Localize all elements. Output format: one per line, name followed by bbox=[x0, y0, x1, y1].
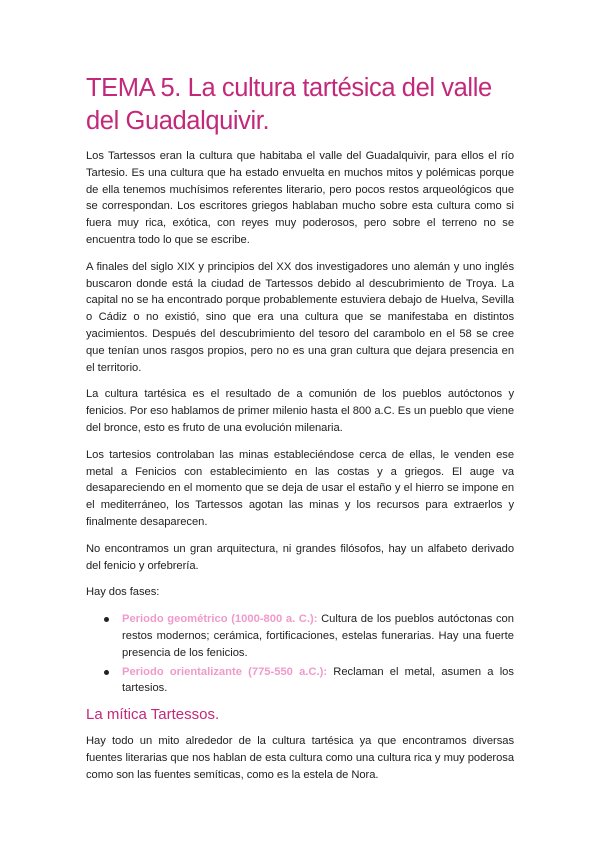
paragraph-5: No encontramos un gran arquitectura, ni grandes filósofos, hay un alfabeto derivado del fenicio y orfebrería. bbox=[86, 542, 514, 572]
paragraph-closing: Hay todo un mito alrededor de la cultura tartésica ya que encontramos diversas fuentes literarias que nos hablan de esta cultura como una cultura rica y muy poderosa como son las fuentes semíticas, como es la estela de Nora. bbox=[86, 735, 514, 781]
phases-list bbox=[86, 611, 514, 697]
paragraph-2: A finales del siglo XIX y principios del XX dos investigadores uno alemán y uno inglés buscaron donde está la ciudad de Tartessos debido al descubrimiento de Troya. La capital no se ha encontrado porque probablemente estuviera debajo de Huelva, Sevilla o Cádiz o no existió, sino que era una cultura que se manifestaba en distintos yacimientos. Después del descubrimiento del tesoro del carambolo en el 58 se cree que tenían unos rasgos propios, pero no es una gran cultura que dejara presencia en el territorio. bbox=[86, 260, 514, 374]
phase-description: Cultura de los pueblos autóctonas con restos modernos; cerámica, fortificaciones, estelas funerarias. Hay una fuerte presencia de los fenicios. bbox=[122, 613, 515, 659]
list-item bbox=[86, 611, 514, 661]
document-page bbox=[86, 72, 514, 794]
bullet-icon bbox=[104, 617, 109, 622]
phase-term: Periodo orientalizante (775-550 a.C.): bbox=[122, 665, 328, 678]
section-subtitle: La mítica Tartessos. bbox=[86, 706, 220, 724]
phase-description: Reclaman el metal, asumen a los tartesios. bbox=[122, 665, 515, 695]
list-item bbox=[86, 664, 514, 698]
paragraph-6: Hay dos fases: bbox=[86, 586, 160, 599]
phase-term: Periodo geométrico (1000-800 a. C.): bbox=[122, 613, 318, 626]
page-title: TEMA 5. La cultura tartésica del valle del Guadalquivir. bbox=[86, 74, 492, 135]
paragraph-4: Los tartesios controlaban las minas estableciéndose cerca de ellas, le venden ese metal a Fenicios con establecimiento en las costas y a griegos. El auge va desapareciendo en el momento que se deja de usar el estaño y el hierro se impone en el mediterráneo, los Tartessos agotan las minas y los recursos para extraerlos y finalmente desaparecen. bbox=[86, 448, 514, 528]
paragraph-1: Los Tartessos eran la cultura que habitaba el valle del Guadalquivir, para ellos el río Tartesio. Es una cultura que ha estado envuelta en muchos mitos y polémicas porque de ella tenemos muchísimos referentes literario, pero pocos restos arqueológicos que se correspondan. Los escritores griegos hablaban mucho sobre esta cultura como si fuera muy rica, exótica, con reyes muy poderosos, pero sobre el terreno no se encuentra todo lo que se escribe. bbox=[86, 150, 514, 246]
paragraph-3: La cultura tartésica es el resultado de a comunión de los pueblos autóctonos y fenicios. Por eso hablamos de primer milenio hasta el 800 a.C. Es un pueblo que viene del bronce, esto es fruto de una evolución milenaria. bbox=[86, 388, 514, 434]
bullet-icon bbox=[104, 670, 109, 675]
